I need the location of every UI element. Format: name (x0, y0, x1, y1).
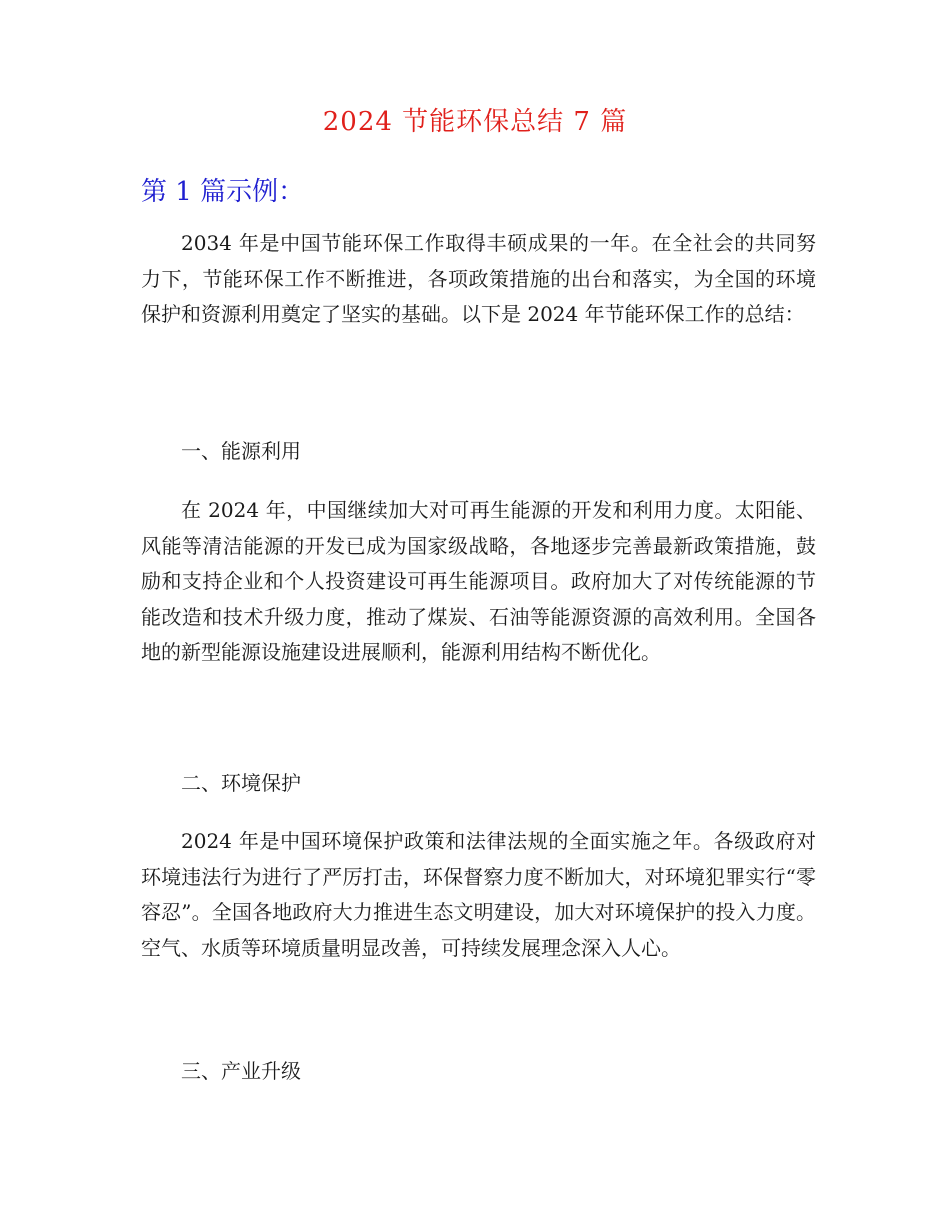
intro-paragraph: 2034 年是中国节能环保工作取得丰硕成果的一年。在全社会的共同努力下，节能环保工作不断推进，各项政策措施的出台和落实，为全国的环境保护和资源利用奠定了坚实的基础。以下是 2024 年节能环保工作的总结： (141, 231, 816, 326)
document-title: 2024 节能环保总结 7 篇 (322, 107, 628, 137)
intro-block (141, 226, 816, 333)
paragraph-energy: 在 2024 年，中国继续加大对可再生能源的开发和利用力度。太阳能、风能等清洁能源的开发已成为国家级战略，各地逐步完善最新政策措施，鼓励和支持企业和个人投资建设可再生能源项目。政府加大了对传统能源的节能改造和技术升级力度，推动了煤炭、石油等能源资源的高效利用。全国各地的新型能源设施建设进展顺利，能源利用结构不断优化。 (141, 498, 816, 664)
section-energy (141, 434, 816, 470)
subheading-energy: 一、能源利用 (181, 439, 301, 463)
section-environment (141, 766, 816, 802)
section-industry (141, 1054, 816, 1090)
section-heading: 第 1 篇示例： (141, 177, 305, 207)
section-environment-body (141, 824, 816, 966)
subheading-environment: 二、环境保护 (181, 771, 301, 795)
subheading-industry: 三、产业升级 (181, 1059, 301, 1083)
paragraph-environment: 2024 年是中国环境保护政策和法律法规的全面实施之年。各级政府对环境违法行为进行了严厉打击，环保督察力度不断加大，对环境犯罪实行“零容忍”。全国各地政府大力推进生态文明建设，加大对环境保护的投入力度。空气、水质等环境质量明显改善，可持续发展理念深入人心。 (141, 829, 816, 960)
section-energy-body (141, 493, 816, 671)
